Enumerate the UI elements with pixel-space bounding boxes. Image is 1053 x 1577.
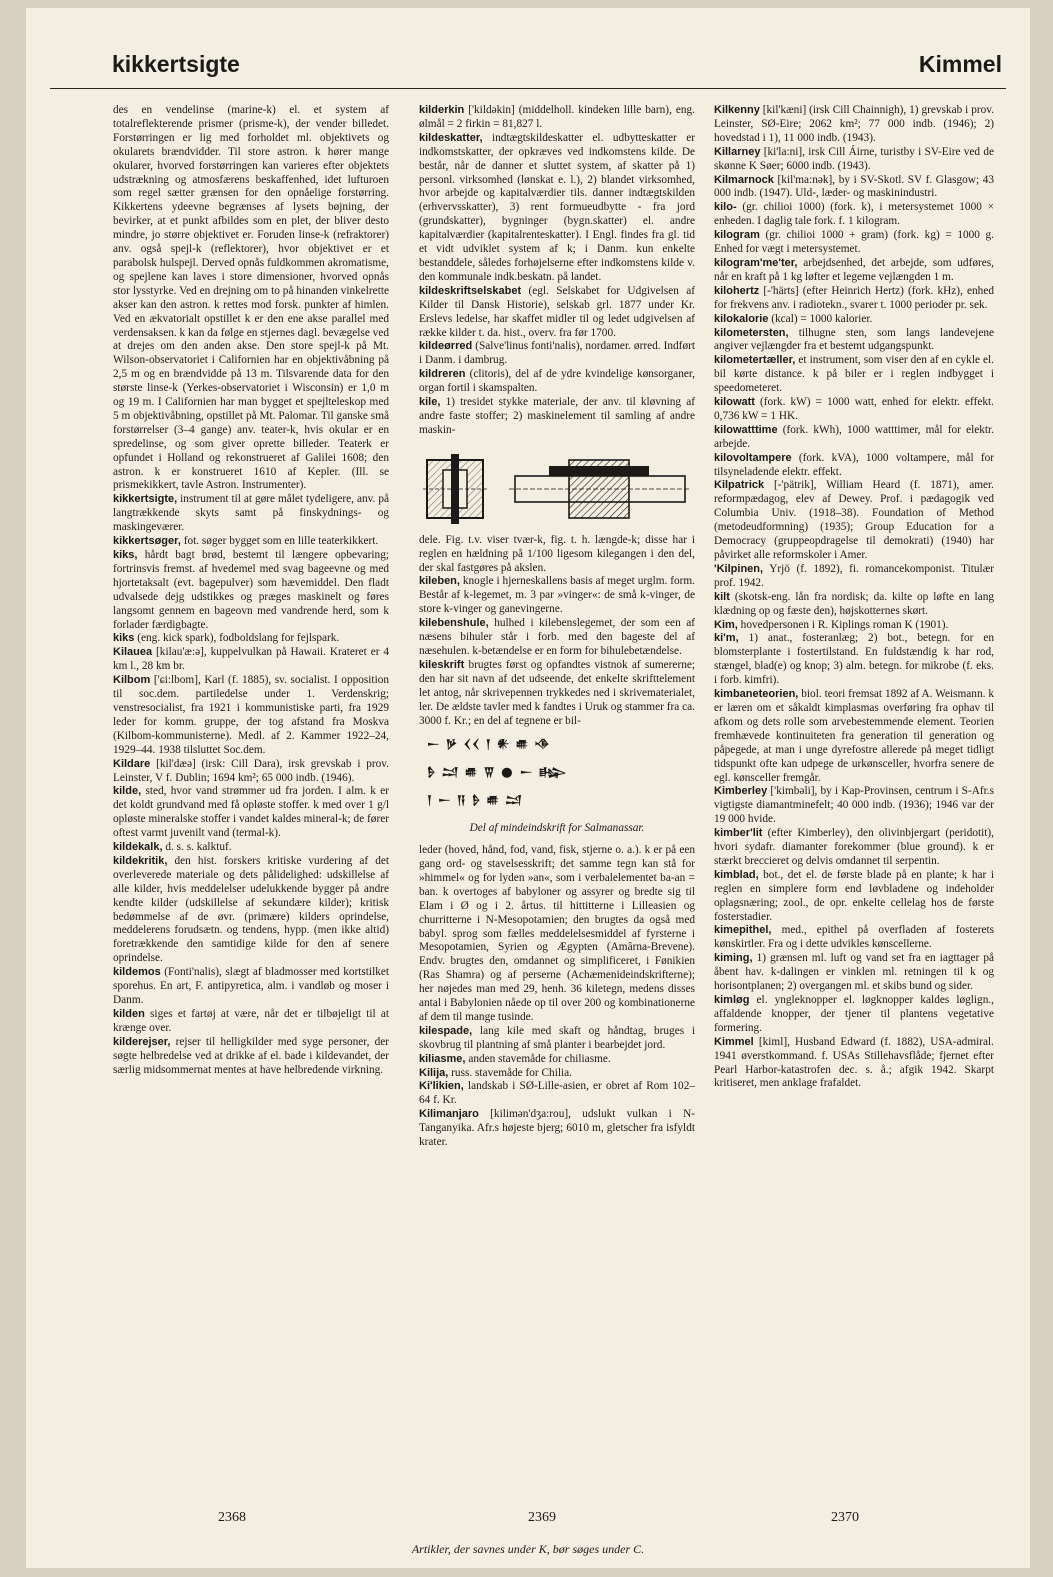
entry-headword: kilebenshule, [419, 617, 489, 630]
entry-text: landskab i SØ-Lille-asien, er obret af Rom 102–64 f. Kr. [419, 1080, 695, 1107]
entry-text: (kcal) = 1000 kalorier. [771, 312, 873, 325]
entry-text: ['kildəkin] (middelholl. kindeken lille barn), eng. ølmål = 2 firkin = 81,827 l. [419, 104, 696, 130]
dictionary-entry [113, 841, 389, 855]
dictionary-entry [714, 146, 994, 174]
cuneiform-row: 𒊩 𒁺 𒌑 𒐊 𒊹 𒀸 𒈗 [427, 765, 568, 780]
dictionary-entry [419, 132, 695, 285]
dictionary-entry [113, 758, 389, 786]
entry-text: siges et fartøj at være, når det er tilbøjeligt til at krænge over. [113, 1007, 389, 1034]
entry-headword: kilderkin [419, 104, 465, 116]
entry-headword: kilometersten, [714, 326, 789, 339]
entry-text: [kil'ma:nək], by i SV-Skotl. SV f. Glasgow; 43 000 indb. (1947). Uld-, læder- og maskinindustri. [714, 173, 994, 200]
entry-headword: kile, [419, 396, 441, 409]
entry-text: arbejdsenhed, det arbejde, som udføres, når en kraft på 1 kg løfter et legeme vejlængden 1 m. [714, 256, 994, 283]
entry-text: [kilau'æ:ə], kuppelvulkan på Hawaii. Krateret er 4 km l., 28 km br. [113, 646, 389, 673]
dictionary-entry [714, 785, 994, 827]
entry-headword: kilespade, [419, 1024, 473, 1037]
dictionary-entry [714, 285, 994, 313]
entry-text: [kil'kæni] (irsk Cill Chainnigh), 1) grevskab i prov. Leinster, SØ-Eire; 2062 km²; 77 000 indb. (1946); 2) hovedstad i 1), 11 000 indb. (1943). [714, 104, 994, 144]
dictionary-entry [113, 855, 389, 966]
entry-headword: kimløg [714, 994, 750, 1006]
dictionary-entry [113, 1036, 389, 1078]
entry-text: dele. Fig. t.v. viser tvær-k, fig. t. h. længde-k; disse har i reglen en hældning på 1/100 ligesom kilegangen i den del, der skal fastgøres på akslen. [419, 533, 695, 574]
entry-headword: Kilkenny [714, 104, 760, 116]
entry-headword: kileben, [419, 575, 460, 588]
entry-headword: kilovoltampere [714, 451, 792, 464]
dictionary-entry [419, 1025, 695, 1053]
entry-text: russ. stavemåde for Chilia. [451, 1066, 572, 1079]
entry-headword: Kilmarnock [714, 173, 774, 186]
entry-text: [ki'la:ni], irsk Cill Áirne, turistby i SV-Eire ved de skønne K Søer; 6000 indb. (1943). [714, 145, 994, 172]
entry-text: [kil'dæə] (irsk: Cill Dara), irsk grevskab i prov. Leinster, V f. Dublin; 1694 km²; 65 000 indb. (1946). [113, 757, 390, 784]
entry-headword: kilowatttime [714, 423, 778, 436]
entry-text: 1) grænsen ml. luft og vand set fra en iagttager på åbent hav. k-dalingen er vinklen ml. retningen til k og horisontplanen; 2) overgangen ml. et skibs bund og sider. [714, 952, 994, 993]
entry-text: brugtes først og opfandtes vistnok af sumererne; den har sit navn af det udseende, det enkelte skrifttelement let antog, når skrivepennen trykkedes ned i skrivematerialet, ler. De ældste tavler med k fandtes i Uruk og stammer fra ca. 3000 f. Kr.; en del af tegnene er bil- [419, 658, 696, 727]
entry-text: (Salve'linus fonti'nalis), nordamer. ørred. Indført i Danm. i dambrug. [419, 340, 695, 367]
dictionary-entry [714, 688, 994, 785]
wedge-figure [419, 446, 695, 528]
entry-text: (egl. Selskabet for Udgivelsen af Kilder til Dansk Historie), selskab grl. 1877 under Kr. Erslevs ledelse, har skaffet midler til og ledet udgivelsen af række kilder t. da. hist., overv. fra før 1700. [419, 284, 695, 339]
entry-headword: kildeskatter, [419, 131, 483, 144]
entry-headword: kildekalk, [113, 841, 163, 854]
dictionary-entry [714, 327, 994, 355]
entry-text: et instrument, som viser den af en cykle el. bil kørte distance. k på biler er i reglen indbygget i speedometeret. [714, 354, 994, 395]
entry-headword: Killarney [714, 145, 761, 158]
entry-text: el. yngleknopper el. løgknopper kaldes løglign., affaldende knopper, der tjener til plantens vegetative formering. [714, 994, 994, 1034]
wedge-illustration [419, 446, 695, 528]
dictionary-entry [714, 257, 994, 285]
entry-text: anden stavemåde for chiliasme. [468, 1052, 611, 1065]
entry-text: ['ɕi:lbom], Karl (f. 1885), sv. socialist. I opposition til soc.dem. partiledelse under 1. Verdenskrig; venstresocialist, fra 1921 i kommunistiske parti, fra 1929 leder for komm. gruppe, der tog afstand fra Moskva (Kilbom-kommunisterne). Medl. af 2. Kammer 1922–24, 1929–44. 1938 tilsluttet Soc.dem. [113, 674, 390, 756]
dictionary-entry [113, 674, 389, 757]
entry-text: 1) tresidet stykke materiale, der anv. til kløvning af andre faste stoffer; 2) maskinelement til samling af andre maskin- [419, 396, 695, 436]
entry-headword: kildeskriftselskabet [419, 284, 522, 297]
entry-text: [kiml], Husband Edward (f. 1882), USA-admiral. 1941 øverstkommand. f. USAs Stillehavsflåde; fjernet efter Pearl Harbor-katastrofen dec. s. å.; afgik 1942. Skarpt kritiseret, men anklage frafaldet. [714, 1035, 994, 1090]
dictionary-entry [714, 229, 994, 257]
entry-headword: kiks [113, 632, 135, 645]
dictionary-entry [714, 354, 994, 396]
entry-text: instrument til at gøre målet tydeligere, anv. på langtrækkende skyts samt på finskydnings- og maskingeværer. [113, 493, 389, 534]
entry-text: d. s. s. kalktuf. [165, 841, 232, 854]
entry-headword: kiming, [714, 952, 753, 965]
entry-text: (gr. chilioi 1000 + gram) (fork. kg) = 1000 g. Enhed for vægt i metersystemet. [714, 229, 994, 256]
column-2 [419, 104, 695, 1150]
entry-headword: Kimmel [714, 1035, 754, 1048]
entry-text: fot. søger bygget som en lille teaterkikkert. [183, 535, 379, 548]
entry-headword: kilden [113, 1007, 145, 1020]
page-number: 2368 [218, 1510, 246, 1525]
column-1 [113, 104, 389, 1077]
dictionary-entry [113, 646, 389, 674]
cuneiform-figure [419, 738, 695, 836]
cuneiform-row: 𒀸 𒃻 𒌋𒌋 𒁹 𒀭 𒌑 𒈾 [427, 737, 551, 752]
dictionary-entry [113, 966, 389, 1008]
dictionary-entry [714, 174, 994, 202]
running-head-left: kikkertsigte [112, 51, 240, 77]
entry-headword: Kilbom [113, 674, 151, 687]
entry-text: [-'härts] (efter Heinrich Hertz) (fork. kHz), enhed for frekvens anv. i radiotekn., svarer t. 1000 perioder pr. sek. [714, 284, 994, 311]
dictionary-entry [714, 104, 994, 146]
entry-text: sted, hvor vand strømmer ud fra jorden. I alm. k er det koldt grundvand med få opløste stoffer. k med over 1 g/l opløste mineralske stoffer i vandet kaldes mineral-k; de fører oftest varmt juvenilt vand (termal-k). [113, 785, 389, 840]
running-head-right: Kimmel [918, 51, 1002, 77]
column-3 [714, 104, 994, 1091]
entry-text: (fork. kWh), 1000 watttimer, mål for elektr. arbejde. [714, 423, 994, 450]
dictionary-entry [419, 1080, 695, 1108]
dictionary-entry [714, 1036, 994, 1092]
dictionary-entry [714, 619, 994, 633]
dictionary-entry [714, 479, 994, 562]
dictionary-entry [714, 827, 994, 869]
entry-headword: 'Kilpinen, [714, 562, 764, 575]
dictionary-entry [714, 924, 994, 952]
entry-text: Yrjö (f. 1892), fi. romancekomponist. Titulær prof. 1942. [714, 562, 994, 589]
cuneiform-row: 𒁹 𒀸 𒀀 𒊩 𒌑 𒁺 [427, 793, 524, 808]
entry-text: lang kile med skaft og håndtag, bruges i skovbrug til plantning af små planter i bearbejdet jord. [419, 1024, 695, 1051]
entry-headword: Kim, [714, 618, 738, 631]
figure-caption: Del af mindeindskrift for Salmanassar. [469, 822, 645, 835]
entry-headword: kildeørred [419, 340, 473, 353]
page-number: 2370 [831, 1510, 859, 1525]
entry-headword: kildreren [419, 368, 466, 381]
entry-headword: kilowatt [714, 396, 755, 409]
dictionary-entry [113, 549, 389, 632]
dictionary-entry [113, 785, 389, 841]
entry-headword: kilde, [113, 785, 142, 798]
dictionary-entry [113, 1008, 389, 1036]
entry-headword: kilometertæller, [714, 354, 796, 367]
dictionary-entry [113, 535, 389, 549]
entry-headword: kilohertz [714, 284, 760, 297]
entry-text: des en vendelinse (marine-k) el. et system af totalreflekterende prismer (prisme-k), der vender billedet. Forstørringen er lig med forholdet ml. objektivets og okularets brændvidder. Til store astron. k hører mange okularer, hvorved forstørringen kan varieres efter objektets udstrækning og atmosfærens beskaffenhed, idet lufturoen som regel sætter grænsen for den opnåelige forstørring. Kikkertens ydeevne begrænses af lysets bøjning, der bevirker, at et punkt afbildes som en plet, der bliver desto mindre, jo større objektivet er. Foruden linse-k (refraktorer) anv. også spejl-k (reflektorer), hvor objektivet er et parabolsk hulspejl. Derved opnås fuldkommen akromatisme, og spejlene kan laves i store dimensioner, hvorved opnås stor lysstyrke. Ved en drejning om to på hinanden vinkelrette akser kan den astron. k rettes mod forsk. punkter af himlen. Ved en ækvatorialt opstillet k er den ene akse parallel med verdensaksen. k kan da følge en stjernes dagl. bevægelse ved at drejes om den anden akse. Den store spejl-k på Mt. Wilson-observatoriet i Californien har en objektivåbning på 2,5 m og en brændvidde på 13 m. Tilsvarende data for den største linse-k (Yerkes-observatoriet i Wisconsin) er 1,0 m og 19 m. I Californien har man bygget et spejlteleskop med 5 m objektivåbning, opstillet på Mt. Palomar. Til ganske små forstørrelser (3–4 gange) anv. teater-k, hvis okular er en spredelinse, og som giver oprette billeder. Teaterk er opfundet i Holland og rekonstrueret af Galilei 1608; den astron. k er konstrueret 1610 af Kepler. (Ill. se prismekikkert, tavle Astron. Instrumenter). [113, 104, 389, 492]
column-2-bottom-entries [419, 844, 695, 1150]
footnote: Artikler, der savnes under K, bør søges under C. [411, 1542, 645, 1556]
entry-headword: kiks, [113, 549, 138, 561]
entry-text: (clitoris), del af de ydre kvindelige kønsorganer, organ fortil i skamspalten. [419, 368, 695, 395]
dictionary-entry [714, 452, 994, 480]
entry-text: (Fonti'nalis), slægt af bladmosser med kortstilket sporehus. En art, F. antipyretica, alm. i vandløb og moser i Danm. [113, 966, 390, 1006]
entry-headword: kildekritik, [113, 854, 168, 867]
entry-text: (fork. kVA), 1000 voltampere, mål for tilsyneladende elektr. effekt. [714, 451, 995, 478]
dictionary-entry [419, 285, 695, 341]
dictionary-entry [113, 632, 389, 646]
entry-text: (efter Kimberley), den olivinbjergart (peridotit), hvori sydafr. diamanter forekommer (blue ground). k er stærkt breccieret og delvis omdannet til serpentin. [714, 827, 994, 867]
entry-headword: kikkertsøger, [113, 535, 181, 548]
entry-text: ['kimbəli], by i Kap-Provinsen, centrum i S-Afr.s vigtigste diamantminefelt; 40 000 indb. (1936); 1946 var der 19 000 hvide. [714, 785, 994, 826]
dictionary-entry [419, 575, 695, 617]
dictionary-entry [419, 844, 695, 1025]
entry-headword: Ki'likien, [419, 1080, 464, 1093]
entry-text: (gr. chilioi 1000) (fork. k), i metersystemet 1000 × enheden. I daglig tale fork. f. 1 kilogram. [714, 201, 995, 228]
dictionary-page [26, 8, 1030, 1568]
entry-headword: kildemos [113, 966, 161, 979]
dictionary-entry [714, 994, 994, 1036]
running-head [50, 44, 1006, 89]
entry-headword: Kilauea [113, 646, 153, 659]
entry-headword: kikkertsigte, [113, 493, 178, 506]
entry-headword: ki'm, [714, 632, 739, 645]
entry-text: den hist. forskers kritiske vurdering af det overleverede materiale og dets pålidelighed: udskillelse af alle kilder, hvis meddelelser udelukkende bygger på andre kendte kilder (udskillelse af sekundære kilder); kritisk bedømmelse af de øvr. (primære) kilders oprindelse, meddelerens forudsætn. og tendens, hypp. (men ikke altid) foretrækkende den samtidige kilde for den af senere oprindelse. [113, 854, 389, 965]
entry-text: bot., det el. de første blade på en plante; k har i reglen en simplere form end løvbladene og indeholder oplagsnæring; zool., de opr. enkelte cellelag hos de første fosterstadier. [714, 868, 994, 923]
entry-text: indtægtskildeskatter el. udbytteskatter er indkomstskatter, der opkræves ved indkomstens kilde. De består, når de danner et sluttet system, af skatter på 1) personl. virksomhed (lønskat e. l.), 2) blandet virksomhed, hvor arbejde og kapitalværdier tils. danner indtægtskilden (erhvervsskatter), 3) rent formueudbytte - fra jord (grundskatter), bygninger (bygn.skatter) el. andre kapitalværdier (kapitalrenteskatter). I Engl. findes fra gl. tid et vidt udviklet system af k; i Danm. kun enkelte bestanddele, således forhøjelserne efter indkomstens kilde v. den kommunale indk.beskatn. på landet. [419, 131, 696, 283]
dictionary-entry [714, 201, 994, 229]
dictionary-entry [714, 632, 994, 688]
entry-text: hulhed i kilebenslegemet, der som een af næsens bihuler står i forb. med den bageste del af næsehulen. k-betændelse er en form for bihulebetændelse. [419, 617, 695, 657]
entry-headword: Kildare [113, 757, 151, 770]
dictionary-entry [419, 368, 695, 396]
entry-headword: kimbaneteorien, [714, 688, 799, 701]
entry-headword: Kilpatrick [714, 479, 765, 492]
dictionary-entry [113, 493, 389, 535]
dictionary-entry [714, 313, 994, 327]
entry-text: tilhugne sten, som langs landevejene angiver vejlængder fra et bestemt udgangspunkt. [714, 326, 994, 353]
dictionary-entry [714, 952, 994, 994]
dictionary-entry [714, 869, 994, 925]
dictionary-entry [419, 104, 695, 132]
dictionary-entry [714, 591, 994, 619]
entry-text: 1) anat., fosteranlæg; 2) bot., betegn. for en blomsterplante i fostertilstand. En fuldstændig k har rod, stængel, blad(e) og knop; 3) alm. betegn. for mikrobe (f. eks. i forb. kimfri). [714, 632, 994, 687]
column-2-top-entries [419, 104, 695, 438]
dictionary-entry [419, 1067, 695, 1081]
dictionary-entry [714, 563, 994, 591]
entry-headword: kilo- [714, 201, 737, 214]
dictionary-entry [714, 424, 994, 452]
page-number: 2369 [528, 1510, 556, 1525]
entry-headword: kiliasme, [419, 1052, 466, 1065]
dictionary-entry [419, 340, 695, 368]
dictionary-entry [714, 396, 994, 424]
dictionary-entry [419, 534, 695, 576]
entry-headword: kimblad, [714, 868, 759, 881]
entry-text: med., epithel på overfladen af fosterets kønskirtler. Fra og i dette udvikles kønscellerne. [714, 924, 995, 951]
entry-text: biol. teori fremsat 1892 af A. Weismann. k er læren om et såkaldt kimplasmas overføring fra ophav til afkom og dets rolle som arvebestemmende element. Teorien fremhævede kontinuiteten fra generation til generation og påpegede, at man i unge dyrefostre allerede på meget tidligt tidspunkt ofte kan udpege de urkønsceller, hvorfra senere de egl. kønsceller fremgår. [714, 688, 994, 784]
entry-headword: kimber'lit [714, 827, 763, 840]
entry-text: knogle i hjerneskallens basis af meget urglm. form. Består af k-legemet, m. 3 par »vinger«: de små k-vinger, de store k-vinger og ganevingerne. [419, 575, 696, 616]
dictionary-entry [419, 1108, 695, 1150]
entry-text: rejser til helligkilder med syge personer, der søgte helbredelse ved at drikke af el. bade i kildevandet, der særlig midsommernat mentes at have helbredende virkning. [113, 1035, 389, 1076]
column-2-middle-entries [419, 534, 695, 729]
entry-headword: Kilija, [419, 1066, 449, 1079]
entry-headword: Kilimanjaro [419, 1108, 479, 1121]
entry-text: hovedpersonen i R. Kiplings roman K (1901). [740, 618, 949, 631]
dictionary-entry [419, 659, 695, 729]
entry-headword: kilogram [714, 229, 760, 242]
dictionary-entry [419, 396, 695, 438]
entry-text: leder (hoved, hånd, fod, vand, fisk, stjerne o. a.). k er på een gang ord- og stavelsesskrift; det samme tegn kan stå for »himmel« og for lyden »an«, som i verbalelementet ba-an = ban. k overtoges af babyloner og assyrer og bredte sig til Elam i Ø og i 2. årtus. til hittitterne i Lilleasien og churritterne i N-Mesopotamien; den brugtes da også med babyl. sprog som fælles meddelelsesmiddel af fyrsterne i Mesopotamien, Syrien og Ægypten (Amârna-Brevene). Endv. brugtes den, omdannet og simplificeret, i Fønikien (Ras Shamra) og af perserne (Achæmenideindskrifterne); her nøjedes man med 29, henh. 36 kiletegn, medens disses antal i Babylonien nåede op til over 200 og kombinationerne af dem til mange tusinde. [419, 844, 695, 1023]
entry-headword: kilokalorie [714, 312, 769, 325]
entry-text: hårdt bagt brød, bestemt til længere opbevaring; fortrinsvis fremst. af hvedemel med svag bageevne og med hjortetaksalt (evt. bagepulver) som hævemiddel. Den fladt udvalsede dejg udstikkes og præges maskinelt og føres langsomt gennem en bageovn med vandrende herd, som k forlader færdigbagte. [113, 549, 389, 631]
dictionary-entry [419, 1053, 695, 1067]
entry-headword: kilt [714, 590, 730, 603]
entry-headword: kilogram'me'ter, [714, 256, 798, 269]
entry-headword: kilderejser, [113, 1035, 171, 1048]
entry-text: [kilimən'dʒa:rou], udslukt vulkan i N-Tanganyika. Afr.s højeste bjerg; 6010 m, gletscher fra isfyldt krater. [419, 1108, 695, 1149]
entry-text: (skotsk-eng. lån fra nordisk; da. kilte op løfte en lang klædning op og fæste den), højskotternes skørt. [714, 590, 994, 617]
dictionary-entry [419, 617, 695, 659]
entry-headword: Kimberley [714, 785, 768, 798]
entry-text: (eng. kick spark), fodboldslang for fejlspark. [137, 632, 340, 645]
entry-headword: kileskrift [419, 658, 465, 671]
entry-headword: kimepithel, [714, 924, 772, 937]
entry-text: [-'pätrik], William Heard (f. 1871), amer. reformpædagog, elev af Dewey. Prof. i pædagogik ved Columbia Univ. (1918–38). Foundation of Method (metodeudformning) (1935); Group Education for a Democracy (gruppeopdragelse til demokrati) (1940) har påvirket alle reformskoler i Amer. [714, 479, 994, 561]
entry-text: (fork. kW) = 1000 watt, enhed for elektr. effekt. 0,736 kW = 1 HK. [714, 396, 995, 422]
dictionary-entry [113, 104, 389, 493]
